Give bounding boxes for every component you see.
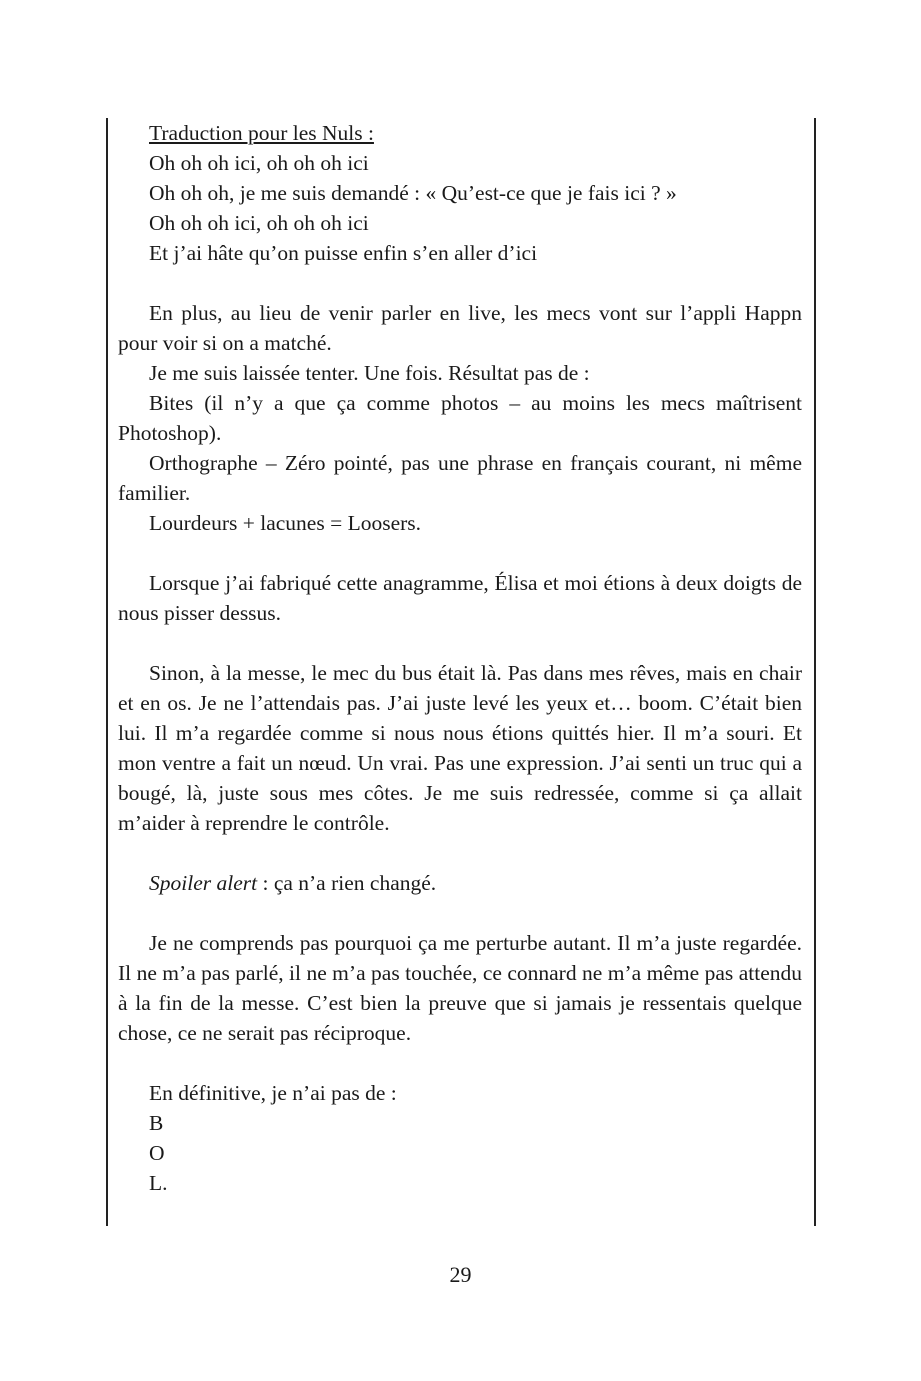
acrostic-initial: B <box>149 391 164 415</box>
lyric-line: Et j’ai hâte qu’on puisse enfin s’en aller d’ici <box>149 241 538 265</box>
acrostic-item: Lourdeurs + lacunes = Loosers. <box>149 511 422 535</box>
acrostic-item: Bites (il n’y a que ça comme photos – au moins les mecs maîtrisent Photoshop). <box>118 391 802 445</box>
paragraph: Je me suis laissée tenter. Une fois. Résultat pas de : <box>149 361 590 385</box>
lyric-line: Oh oh oh ici, oh oh oh ici <box>149 211 369 235</box>
acrostic-item: Orthographe – Zéro pointé, pas une phrase en français courant, ni même familier. <box>118 451 802 505</box>
paragraph: En plus, au lieu de venir parler en live, les mecs vont sur l’appli Happn pour voir si on a matché. <box>118 301 802 355</box>
page-number: 29 <box>449 1262 472 1287</box>
acrostic-initial: L <box>149 511 163 535</box>
paragraph: Lorsque j’ai fabriqué cette anagramme, Élisa et moi étions à deux doigts de nous pisser dessus. <box>118 571 802 625</box>
list-letter: L. <box>149 1171 168 1195</box>
right-margin-rule <box>814 118 816 1226</box>
paragraph: Sinon, à la messe, le mec du bus était là. Pas dans mes rêves, mais en chair et en os. Je ne l’attendais pas. J’ai juste levé les yeux et… boom. C’était bien lui. Il m’a regardée comme si nous nous étions quittés hier. Il m’a souri. Et mon ventre a fait un nœud. Un vrai. Pas une expression. J’ai senti un truc qui a bougé, là, juste sous mes côtes. Je me suis redressée, comme si ça allait m’aider à reprendre le contrôle. <box>118 661 802 835</box>
lyric-line: Oh oh oh ici, oh oh oh ici <box>149 151 369 175</box>
acrostic-initial: O <box>149 451 165 475</box>
italic-phrase: Spoiler alert <box>149 871 258 895</box>
paragraph: Je ne comprends pas pourquoi ça me perturbe autant. Il m’a juste regardée. Il ne m’a pas parlé, il ne m’a pas touchée, ce connard ne m’a même pas attendu à la fin de la messe. C’est bien la preuve que si jamais je ressentais quelque chose, ce ne serait pas réciproque. <box>118 931 802 1045</box>
list-letter: O <box>149 1141 165 1165</box>
translation-heading: Traduction pour les Nuls : <box>149 121 374 145</box>
lyric-line: Oh oh oh, je me suis demandé : « Qu’est-ce que je fais ici ? » <box>149 181 677 205</box>
list-letter: B <box>149 1111 164 1135</box>
paragraph: Spoiler alert : ça n’a rien changé. <box>149 871 437 895</box>
page-body <box>118 118 802 1198</box>
left-margin-rule <box>106 118 108 1226</box>
paragraph: En définitive, je n’ai pas de : <box>149 1081 397 1105</box>
